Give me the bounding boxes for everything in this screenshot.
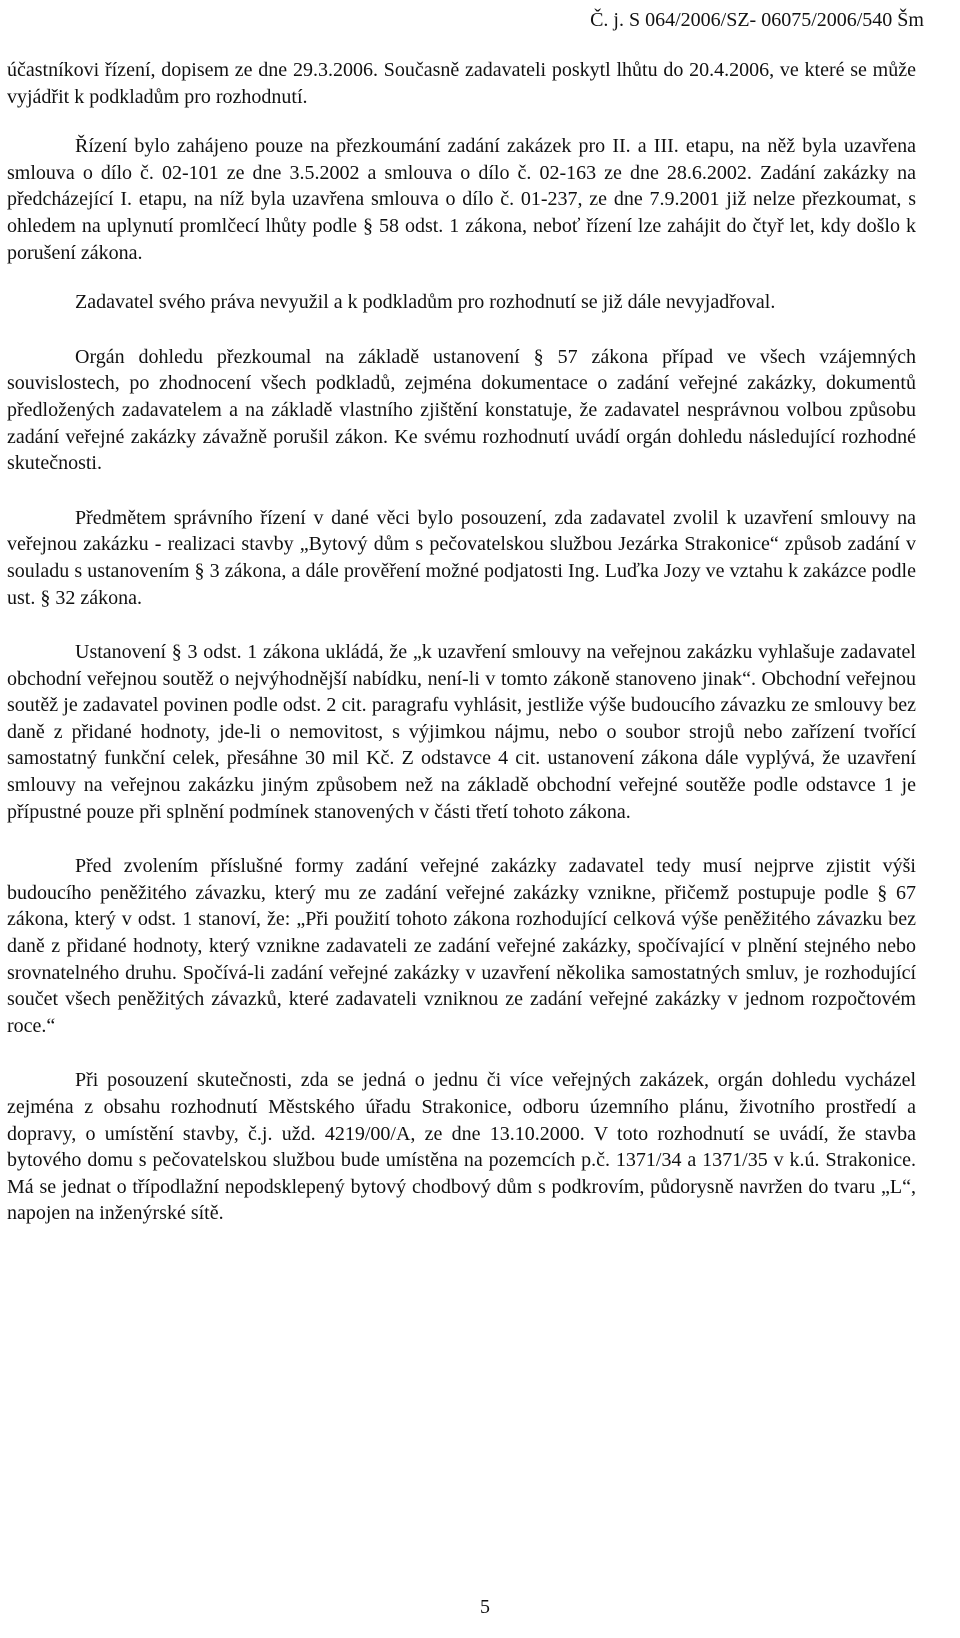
- paragraph-section-67: Před zvolením příslušné formy zadání veřejné zakázky zadavatel tedy musí nejprve zjistit výši budoucího peněžitého závazku, který mu ze zadání veřejné zakázky vznikne, přičemž postupuje podle § 67 zákona, který v odst. 1 stanoví, že: „Při použití tohoto zákona rozhodující celková výše peněžitého závazku bez daně z přidané hodnoty, který vznikne zadavateli ze zadání veřejné zakázky, spočívající v plnění stejného nebo srovnatelného druhu. Spočívá-li zadání veřejné zakázky v uzavření několika samostatných smluv, je rozhodující součet všech peněžitých závazků, které zadavateli vzniknou ze zadání veřejné zakázky v jednom rozpočtovém roce.“: [7, 855, 916, 1037]
- document-reference: Č. j. S 064/2006/SZ- 06075/2006/540 Šm: [590, 9, 924, 31]
- paragraph-proceedings-scope: Řízení bylo zahájeno pouze na přezkoumání zadání zakázek pro II. a III. etapu, na něž byla uzavřena smlouva o dílo č. 02-101 ze dne 3.5.2002 a smlouva o dílo č. 02-163 ze dne 28.6.2002. Zadání zakázky na předcházející I. etapu, na níž byla uzavřena smlouva o dílo č. 01-237, ze dne 7.9.2001 již nelze přezkoumat, s ohledem na uplynutí promlčecí lhůty podle § 58 odst. 1 zákona, neboť řízení lze zahájit do čtyř let, kdy došlo k porušení zákona.: [7, 135, 916, 264]
- paragraph-contracting-authority-response: Zadavatel svého práva nevyužil a k podkladům pro rozhodnutí se již dále nevyjadřoval.: [75, 291, 776, 314]
- paragraph-supervisory-finding: Orgán dohledu přezkoumal na základě ustanovení § 57 zákona případ ve všech vzájemných souvislostech, po zhodnocení všech podkladů, zejména dokumentace o zadání veřejné zakázky, dokumentů předložených zadavatelem a na základě vlastního zjištění konstatuje, že zadavatel nesprávnou volbou způsobu zadání veřejné zakázky závažně porušil zákon. Ke svému rozhodnutí uvádí orgán dohledu následující rozhodné skutečnosti.: [7, 345, 916, 475]
- paragraph-section-3: Ustanovení § 3 odst. 1 zákona ukládá, že „k uzavření smlouvy na veřejnou zakázku vyhlašuje zadavatel obchodní veřejnou soutěž o nejvýhodnější nabídku, není-li v tomto zákoně stanoveno jinak“. Obchodní veřejnou soutěž je zadavatel povinen podle odst. 2 cit. paragrafu vyhlásit, jestliže výše budoucího závazku ze smlouvy bez daně z přidané hodnoty, jde-li o nemovitost, s výjimkou nájmu, nebo o soubor strojů nebo zařízení tvořící samostatný funkční celek, přesáhne 30 mil Kč. Z odstavce 4 cit. ustanovení zákona dále vyplývá, že uzavření smlouvy na veřejnou zakázku jiným způsobem než na základě obchodní veřejné soutěže podle odstavce 1 je přípustné pouze při splnění podmínek stanovených v části třetí tohoto zákona.: [7, 641, 916, 823]
- document-body: [7, 57, 916, 1255]
- paragraph-subject-of-proceedings: Předmětem správního řízení v dané věci bylo posouzení, zda zadavatel zvolil k uzavření smlouvy na veřejnou zakázku - realizaci stavby „Bytový dům s pečovatelskou službou Jezárka Strakonice“ způsob zadání v souladu s ustanovením § 3 zákona, a dále prověření možné podjatosti Ing. Luďka Jozy ve vztahu k zakázce podle ust. § 32 zákona.: [7, 506, 916, 609]
- paragraph-continuation: účastníkovi řízení, dopisem ze dne 29.3.2006. Současně zadavateli poskytl lhůtu do 20.4.2006, ve které se může vyjádřit k podkladům pro rozhodnutí.: [7, 59, 916, 108]
- page-number: 5: [480, 1596, 490, 1618]
- paragraph-assessment: Při posouzení skutečnosti, zda se jedná o jednu či více veřejných zakázek, orgán dohledu vycházel zejména z obsahu rozhodnutí Městského úřadu Strakonice, odboru územního plánu, životního prostředí a dopravy, o umístění stavby, č.j. užd. 4219/00/A, ze dne 13.10.2000. V toto rozhodnutí se uvádí, že stavba bytového domu s pečovatelskou službou bude umístěna na pozemcích p.č. 1371/34 a 1371/35 v k.ú. Strakonice. Má se jednat o třípodlažní nepodsklepený bytový chodbový dům s podkrovím, půdorysně navržen do tvaru „L“, napojen na inženýrské sítě.: [7, 1069, 916, 1225]
